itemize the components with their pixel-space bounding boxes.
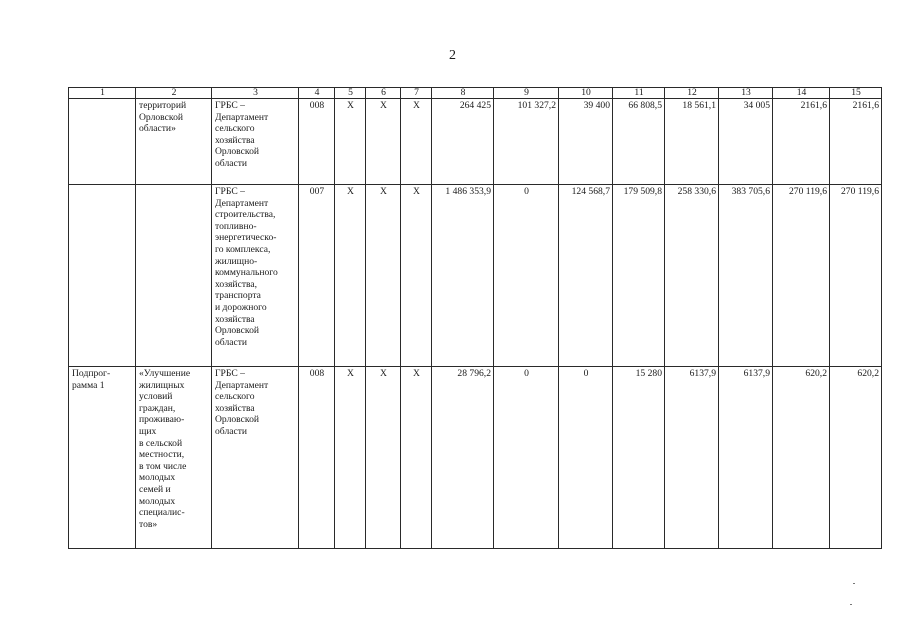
amount-cell: 0	[494, 367, 559, 549]
header-cell: 5	[335, 88, 366, 99]
table-row	[69, 185, 882, 367]
program-name-cell: территорий Орловской области»	[136, 99, 212, 185]
table-row	[69, 99, 882, 185]
amount-cell: 2161,6	[773, 99, 830, 185]
amount-cell: 620,2	[773, 367, 830, 549]
header-cell: 14	[773, 88, 830, 99]
header-cell: 15	[830, 88, 882, 99]
program-name-cell	[136, 185, 212, 367]
amount-cell: 18 561,1	[665, 99, 719, 185]
scan-speck	[850, 604, 852, 605]
amount-cell: 270 119,6	[830, 185, 882, 367]
budget-table	[68, 87, 882, 549]
amount-cell: 28 796,2	[432, 367, 494, 549]
x-cell: Х	[401, 367, 432, 549]
amount-cell: 620,2	[830, 367, 882, 549]
program-cell	[69, 185, 136, 367]
amount-cell: 1 486 353,9	[432, 185, 494, 367]
page-number: 2	[449, 48, 456, 63]
amount-cell: 270 119,6	[773, 185, 830, 367]
header-cell: 11	[613, 88, 665, 99]
amount-cell: 101 327,2	[494, 99, 559, 185]
amount-cell: 39 400	[559, 99, 613, 185]
program-cell	[69, 99, 136, 185]
table-header-row	[69, 88, 882, 99]
administrator-cell: ГРБС – Департамент сельского хозяйства Орловской области	[212, 99, 299, 185]
x-cell: Х	[335, 99, 366, 185]
header-cell: 2	[136, 88, 212, 99]
header-cell: 7	[401, 88, 432, 99]
amount-cell: 0	[494, 185, 559, 367]
amount-cell: 258 330,6	[665, 185, 719, 367]
header-cell: 4	[299, 88, 335, 99]
code-cell: 008	[299, 99, 335, 185]
amount-cell: 0	[559, 367, 613, 549]
header-cell: 9	[494, 88, 559, 99]
header-cell: 12	[665, 88, 719, 99]
program-name-cell: «Улучшение жилищных условий граждан, проживаю- щих в сельской местности, в том числе молодых семей и молодых специалис- тов»	[136, 367, 212, 549]
amount-cell: 66 808,5	[613, 99, 665, 185]
amount-cell: 383 705,6	[719, 185, 773, 367]
amount-cell: 2161,6	[830, 99, 882, 185]
header-cell: 8	[432, 88, 494, 99]
header-cell: 10	[559, 88, 613, 99]
header-cell: 13	[719, 88, 773, 99]
amount-cell: 124 568,7	[559, 185, 613, 367]
code-cell: 008	[299, 367, 335, 549]
x-cell: Х	[366, 185, 401, 367]
amount-cell: 264 425	[432, 99, 494, 185]
administrator-cell: ГРБС – Департамент сельского хозяйства Орловской области	[212, 367, 299, 549]
table-row	[69, 367, 882, 549]
amount-cell: 6137,9	[719, 367, 773, 549]
administrator-cell: ГРБС – Департамент строительства, топливно- энергетическо- го комплекса, жилищно- коммунального хозяйства, транспорта и дорожного хозяйства Орловской области	[212, 185, 299, 367]
x-cell: Х	[401, 99, 432, 185]
x-cell: Х	[366, 367, 401, 549]
amount-cell: 34 005	[719, 99, 773, 185]
amount-cell: 15 280	[613, 367, 665, 549]
header-cell: 3	[212, 88, 299, 99]
header-cell: 1	[69, 88, 136, 99]
amount-cell: 179 509,8	[613, 185, 665, 367]
code-cell: 007	[299, 185, 335, 367]
x-cell: Х	[401, 185, 432, 367]
amount-cell: 6137,9	[665, 367, 719, 549]
x-cell: Х	[335, 185, 366, 367]
header-cell: 6	[366, 88, 401, 99]
program-cell: Подпрог- рамма 1	[69, 367, 136, 549]
x-cell: Х	[335, 367, 366, 549]
x-cell: Х	[366, 99, 401, 185]
scan-speck	[853, 583, 855, 584]
